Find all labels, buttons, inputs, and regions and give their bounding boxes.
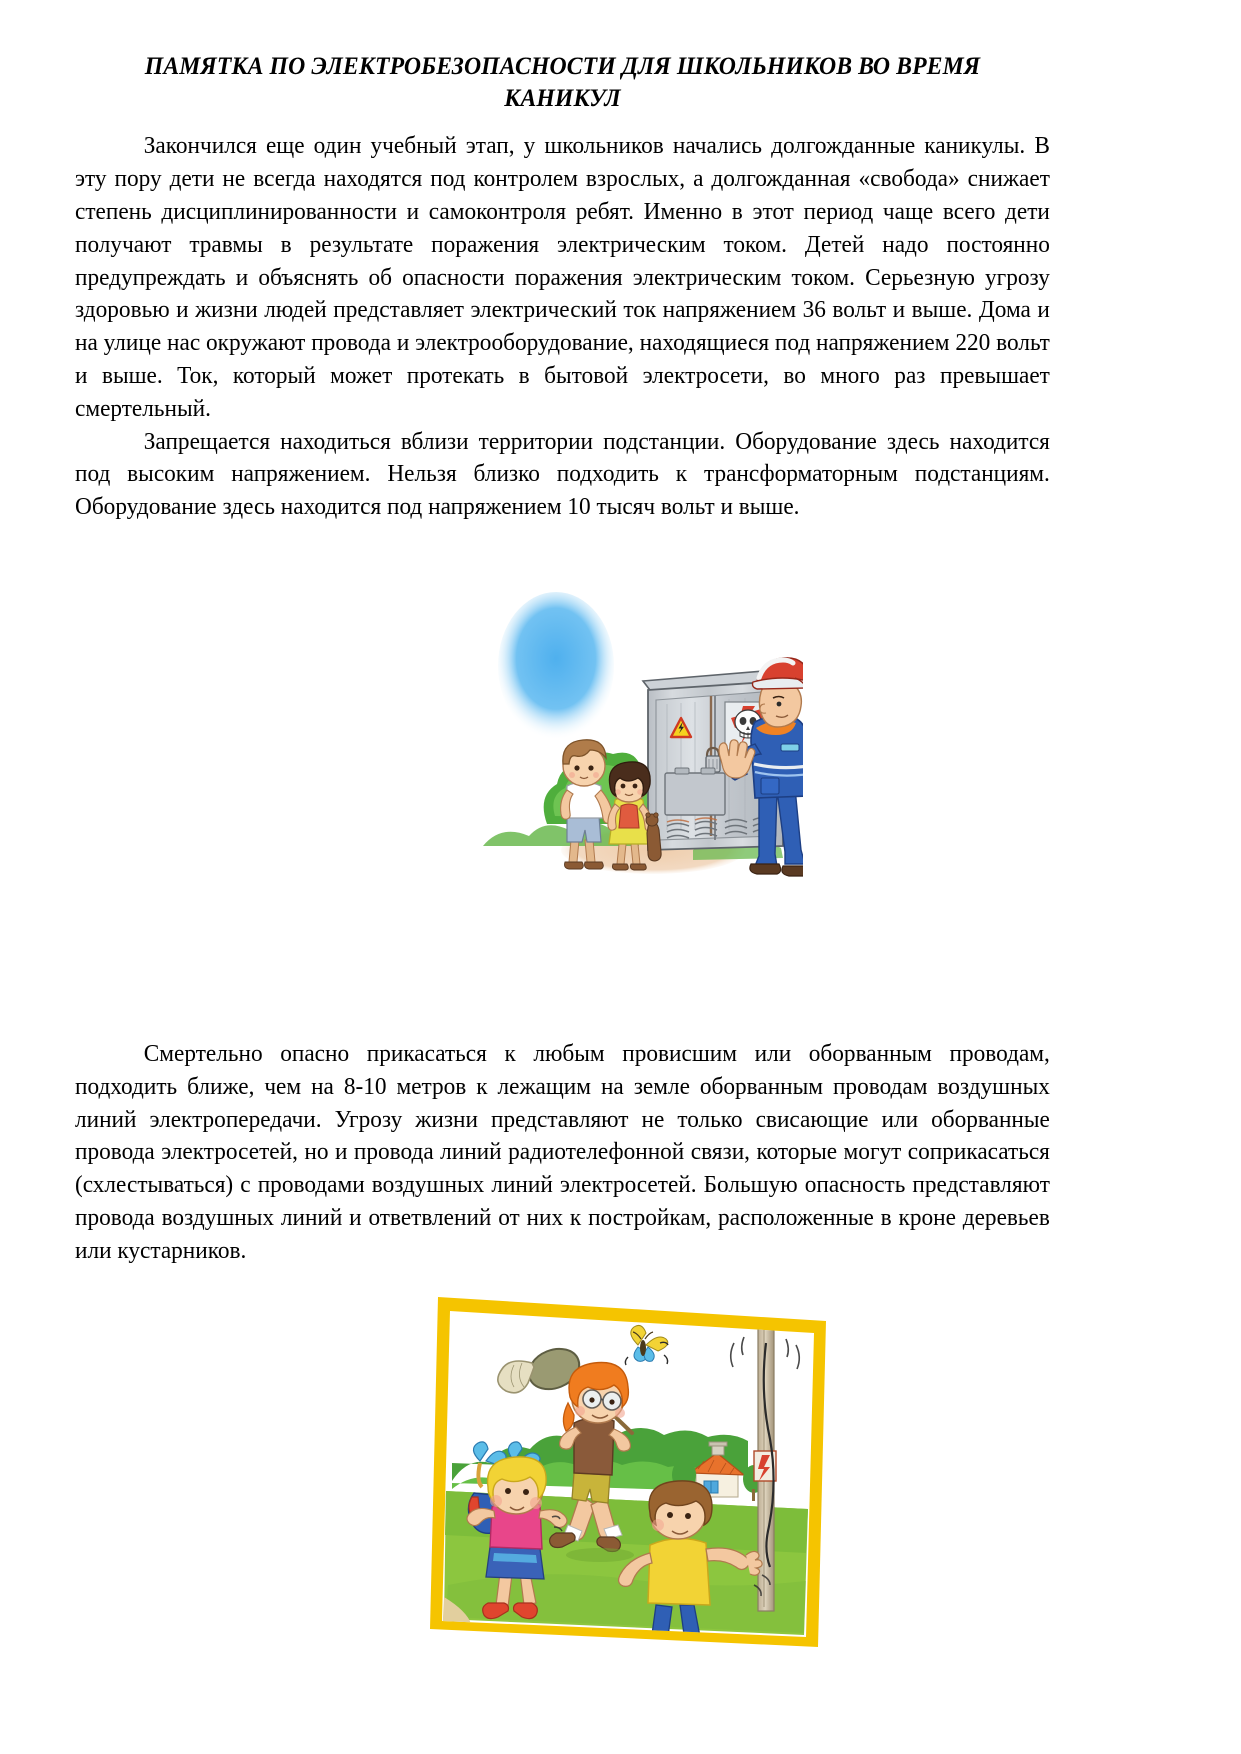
figure-substation <box>443 578 803 886</box>
scene-content <box>438 1305 824 1653</box>
sky-blob <box>498 592 614 740</box>
paragraph-2: Запрещается находиться вблизи территории подстанции. Оборудование здесь находится под высоким напряжением. Нельзя близко подходить к трансформаторным подстанциям. Оборудование здесь находится под напряжением 10 тысяч вольт и выше. <box>75 427 1050 521</box>
page-title: ПАМЯТКА ПО ЭЛЕКТРОБЕЗОПАСНОСТИ ДЛЯ ШКОЛЬНИКОВ ВО ВРЕМЯ КАНИКУЛ <box>144 51 981 113</box>
document-body <box>75 50 1050 524</box>
playground-illustration <box>428 1285 828 1653</box>
paragraph-1: Закончился еще один учебный этап, у школьников начались долгожданные каникулы. В эту пору дети не всегда находятся под контролем взрослых, а долгожданная «свобода» снижает степень дисциплинированности и самоконтроля ребят. Именно в этот период чаще всего дети получают травмы в результате поражения электрическим током. Детей надо постоянно предупреждать и объяснять об опасности поражения электрическим током. Серьезную угрозу здоровью и жизни людей представляет электрический ток напряжением 36 вольт и выше. Дома и на улице нас окружают провода и электрооборудование, находящиеся под напряжением 220 вольт и выше. Ток, который может протекать в бытовой электросети, во много раз превышает смертельный. <box>75 132 1050 422</box>
figure-playground <box>428 1285 828 1653</box>
substation-illustration <box>443 578 803 886</box>
paragraph-3: Смертельно опасно прикасаться к любым провисшим или оборванным проводам, подходить ближе, чем на 8-10 метров к лежащим на земле оборванным проводам воздушных линий электропередачи. Угрозу жизни представляют не только свисающие или оборванные провода электросетей, но и провода линий радиотелефонной связи, которые могут соприкасаться (схлестываться) с проводами воздушных линий электросетей. Большую опасность представляют провода воздушных линий и ответвлений от них к постройкам, расположенные в кроне деревьев или кустарников. <box>75 1040 1050 1264</box>
document-body-2 <box>75 1038 1050 1268</box>
hard-hat-icon <box>753 658 804 690</box>
